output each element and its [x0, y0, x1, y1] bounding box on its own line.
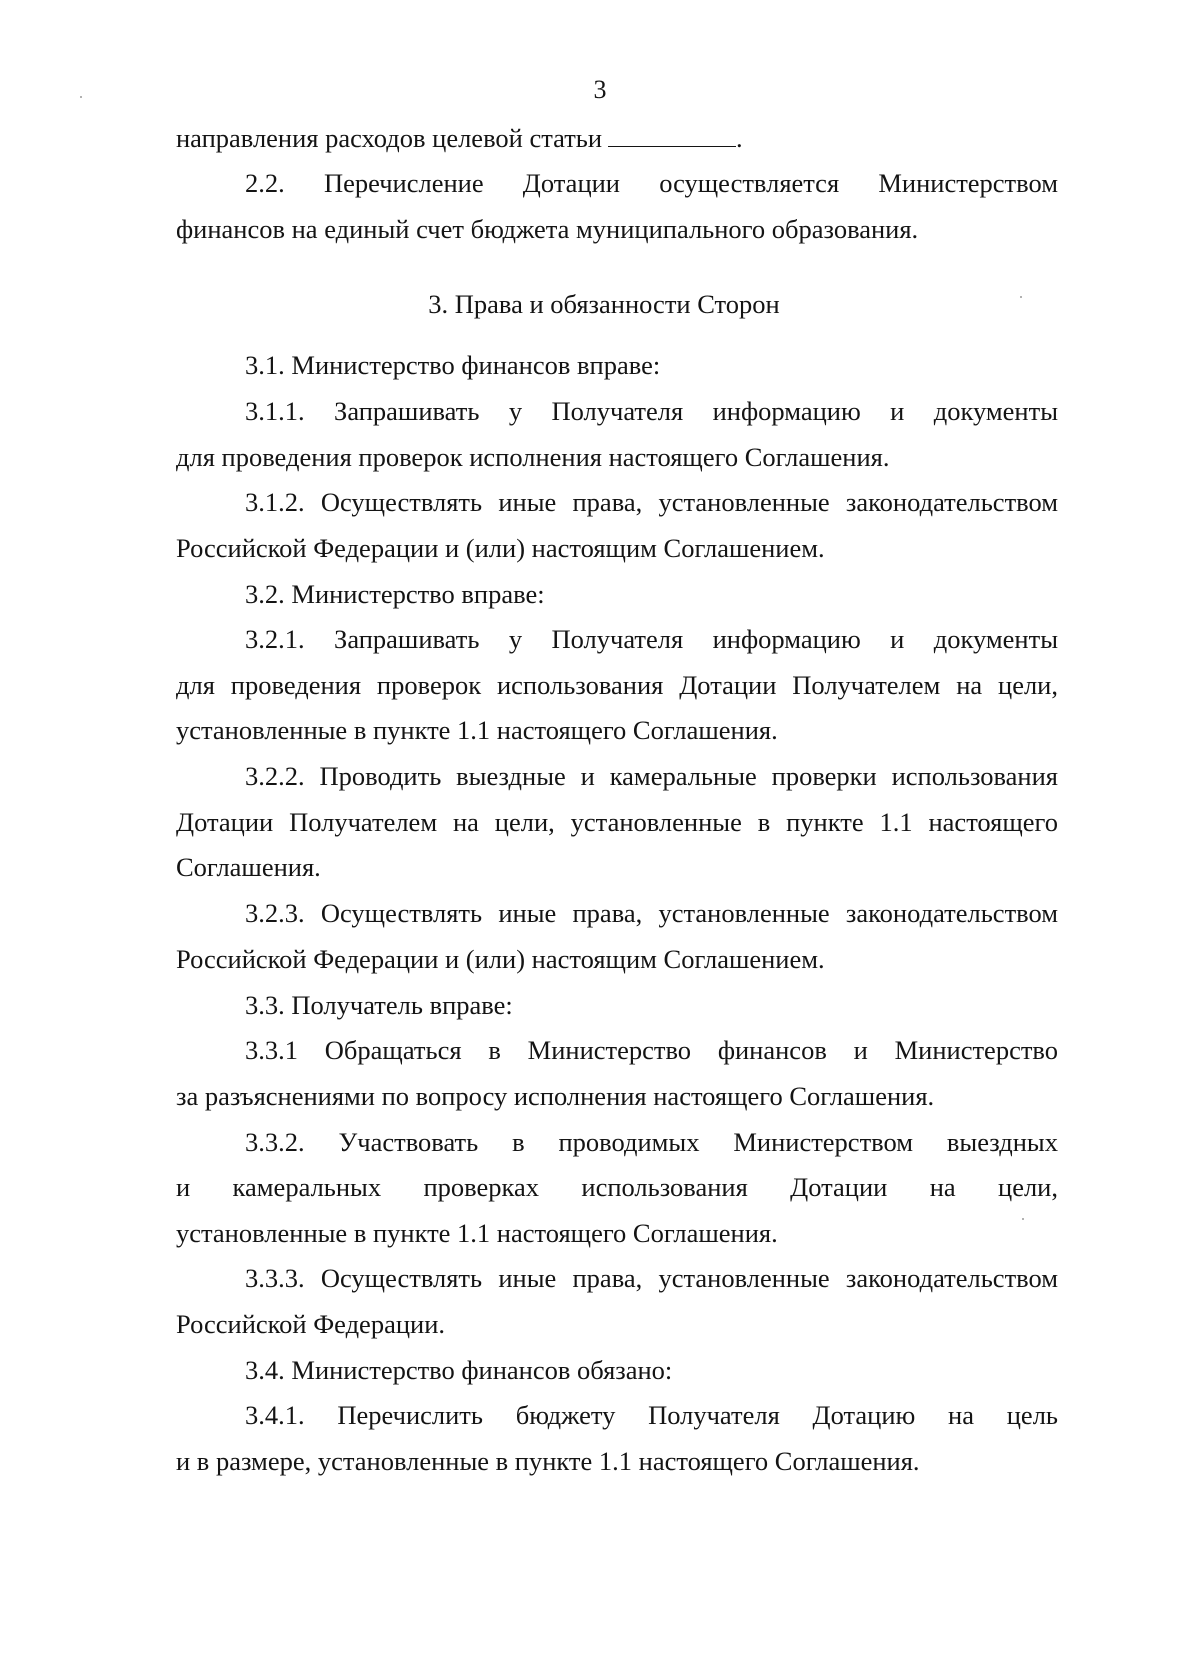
page-number: 3: [593, 75, 607, 104]
paragraph-line: [176, 118, 743, 158]
text-fragment: .: [736, 123, 743, 153]
paragraph-line: 3.3.2. Участвовать в проводимых Министерством выездных: [245, 1127, 1058, 1157]
paragraph-line: Российской Федерации.: [176, 1309, 445, 1339]
scan-speck: [1020, 296, 1022, 298]
paragraph-line: установленные в пункте 1.1 настоящего Соглашения.: [176, 1218, 778, 1248]
paragraph-line: для проведения проверок исполнения настоящего Соглашения.: [176, 442, 890, 472]
paragraph-line: Соглашения.: [176, 852, 321, 882]
paragraph-line: Дотации Получателем на цели, установленные в пункте 1.1 настоящего: [176, 807, 1058, 837]
paragraph-line: 3.1.1. Запрашивать у Получателя информацию и документы: [245, 396, 1058, 426]
paragraph-line: 3.2.1. Запрашивать у Получателя информацию и документы: [245, 624, 1058, 654]
scan-speck: [80, 96, 82, 98]
paragraph-line: 3.3.3. Осуществлять иные права, установленные законодательством: [245, 1263, 1058, 1293]
paragraph-line: установленные в пункте 1.1 настоящего Соглашения.: [176, 715, 778, 745]
paragraph-line: и в размере, установленные в пункте 1.1 настоящего Соглашения.: [176, 1446, 920, 1476]
paragraph-line: 3.2.3. Осуществлять иные права, установленные законодательством: [245, 898, 1058, 928]
paragraph-line: финансов на единый счет бюджета муниципального образования.: [176, 214, 919, 244]
paragraph-line: 3.1. Министерство финансов вправе:: [245, 350, 661, 380]
scan-speck: [1022, 1218, 1024, 1220]
paragraph-line: 3.2. Министерство вправе:: [245, 579, 545, 609]
paragraph-line: Российской Федерации и (или) настоящим Соглашением.: [176, 533, 825, 563]
paragraph-line: 3.4. Министерство финансов обязано:: [245, 1355, 673, 1385]
paragraph-line: за разъяснениями по вопросу исполнения настоящего Соглашения.: [176, 1081, 935, 1111]
paragraph-line: 3.2.2. Проводить выездные и камеральные проверки использования: [245, 761, 1058, 791]
paragraph-line: и камеральных проверках использования Дотации на цели,: [176, 1172, 1058, 1202]
text-fragment: направления расходов целевой статьи: [176, 123, 603, 153]
blank-field-underline: [608, 120, 736, 147]
paragraph-line: 3.4.1. Перечислить бюджету Получателя Дотацию на цель: [245, 1400, 1058, 1430]
paragraph-line: Российской Федерации и (или) настоящим Соглашением.: [176, 944, 825, 974]
paragraph-line: 2.2. Перечисление Дотации осуществляется Министерством: [245, 168, 1058, 198]
section-heading: 3. Права и обязанности Сторон: [428, 289, 780, 319]
paragraph-line: 3.3. Получатель вправе:: [245, 990, 513, 1020]
paragraph-line: 3.3.1 Обращаться в Министерство финансов и Министерство: [245, 1035, 1058, 1065]
paragraph-line: 3.1.2. Осуществлять иные права, установленные законодательством: [245, 487, 1058, 517]
paragraph-line: для проведения проверок использования Дотации Получателем на цели,: [176, 670, 1058, 700]
